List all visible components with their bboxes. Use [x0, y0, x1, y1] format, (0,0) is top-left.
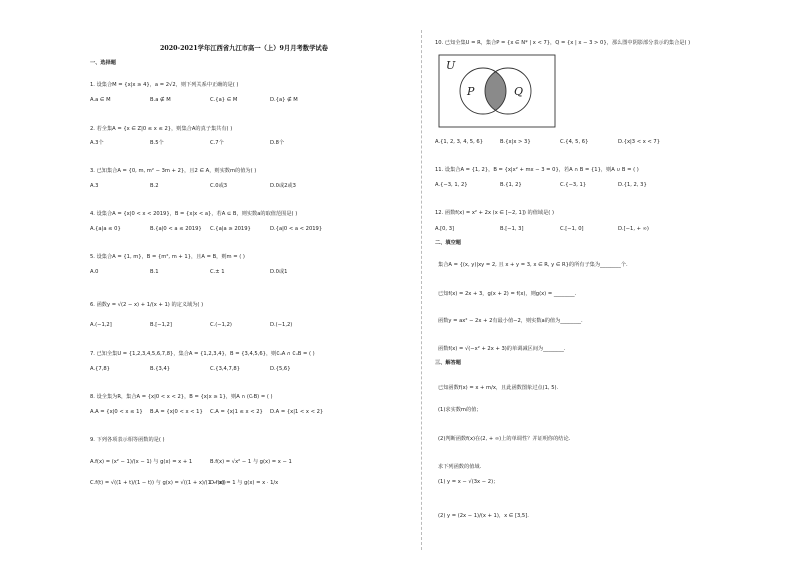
solution-1-part-2: (2)判断函数f(x)在(2, + ∞)上的单调性？并证明你的结论.	[438, 436, 571, 442]
q12-stem: 12. 函数f(x) = x² + 2x (x ∈ [−2, 1]) 的值域是( )	[435, 210, 554, 216]
q7-option-c: C.{3,4,7,8}	[210, 366, 241, 372]
q12-option-c: C.[−1, 0]	[560, 226, 584, 232]
q3-option-b: B.2	[150, 183, 159, 189]
q1-option-b: B.a ∉ M	[150, 97, 171, 103]
q1-option-c: C.{a} ∈ M	[210, 97, 238, 103]
q10-option-a: A.{1, 2, 3, 4, 5, 6}	[435, 139, 483, 145]
q12-option-d: D.[−1, + ∞)	[618, 226, 649, 232]
q8-option-d: D.A = {x|1 < x < 2}	[270, 409, 324, 415]
q11-option-a: A.{−3, 1, 2}	[435, 182, 468, 188]
q1-stem: 1. 设集合M = {x|x ≥ 4}，a = 2√2，则下列关系中正确的是( )	[90, 82, 239, 88]
q4-option-d: D.{a|0 < a < 2019}	[270, 226, 323, 232]
q1-option-d: D.{a} ∉ M	[270, 97, 298, 103]
q6-option-d: D.(−1,2)	[270, 322, 293, 328]
column-divider	[421, 30, 422, 550]
q3-stem: 3. 已知集合A = {0, m, m² − 3m + 2}，且2 ∈ A，则实数m的值为( )	[90, 168, 257, 174]
q10-option-c: C.{4, 5, 6}	[560, 139, 589, 145]
q6-option-a: A.(−1,2]	[90, 322, 112, 328]
q11-stem: 11. 设集合A = {1, 2}，B = {x|x² + mx − 3 = 0}，若A ∩ B = {1}，则A ∪ B = ( )	[435, 167, 639, 173]
q4-option-a: A.{a|a ≤ 0}	[90, 226, 121, 232]
solution-1-stem: 已知函数f(x) = x + m/x，且此函数图象过点(1, 5).	[438, 385, 559, 391]
q2-option-d: D.8个	[270, 140, 285, 146]
q5-option-d: D.0或1	[270, 269, 288, 275]
q5-stem: 5. 设集合A = {1, m}，B = {m², m + 1}，且A = B，则m = ( )	[90, 254, 245, 260]
venn-label-q: Q	[514, 85, 524, 98]
q4-option-c: C.{a|a ≥ 2019}	[210, 226, 251, 232]
solution-1-part-1: (1)求实数m的值；	[438, 407, 482, 413]
q2-stem: 2. 若全集A = {x ∈ Z|0 ≤ x ≤ 2}，则集合A的真子集共有( )	[90, 126, 233, 132]
q5-option-c: C.± 1	[210, 269, 225, 275]
section-fill-in: 二、填空题	[435, 240, 461, 246]
q2-option-b: B.5个	[150, 140, 164, 146]
q7-stem: 7. 已知全集U = {1,2,3,4,5,6,7,8}，集合A = {1,2,3,4}，B = {3,4,5,6}，则∁ᵤA ∩ ∁ᵤB = ( )	[90, 351, 315, 357]
solution-2-part-1: (1) y = x − √(3x − 2)；	[438, 479, 499, 485]
section-solutions: 三、解答题	[435, 360, 461, 366]
solution-2-stem: 求下列函数的值域.	[438, 464, 482, 470]
q9-stem: 9. 下列各项表示相等函数的是( )	[90, 437, 165, 443]
fill-question-16: 函数f(x) = √(−x² + 2x + 3)的单调减区间为________.	[438, 346, 566, 352]
q6-option-c: C.(−1,2)	[210, 322, 232, 328]
q11-option-d: D.{1, 2, 3}	[618, 182, 647, 188]
q2-option-a: A.3个	[90, 140, 104, 146]
q8-option-c: C.A = {x|1 ≤ x < 2}	[210, 409, 263, 415]
q8-stem: 8. 设全集为R，集合A = {x|0 < x < 2}，B = {x|x ≥ 1}，则A ∩ (∁ᵣB) = ( )	[90, 394, 273, 400]
q11-option-b: B.{1, 2}	[500, 182, 522, 188]
q10-option-d: D.{x|3 < x < 7}	[618, 139, 661, 145]
q9-option-d: D.f(x) = 1 与 g(x) = x · 1/x	[210, 480, 279, 486]
exam-title: 2020-2021学年江西省九江市高一（上）9月月考数学试卷	[160, 45, 328, 52]
venn-label-u: U	[446, 59, 456, 72]
q12-option-a: A.[0, 3]	[435, 226, 455, 232]
q9-option-a: A.f(x) = (x² − 1)/(x − 1) 与 g(x) = x + 1	[90, 459, 193, 465]
q11-option-c: C.{−3, 1}	[560, 182, 587, 188]
q10-stem: 10. 已知全集U = R，集合P = {x ∈ N* | x < 7}，Q = {x | x − 3 > 0}，那么图中阴影部分表示的集合是( )	[435, 40, 691, 46]
q3-option-d: D.0或2或3	[270, 183, 296, 189]
q12-option-b: B.[−1, 3]	[500, 226, 524, 232]
q7-option-a: A.{7,8}	[90, 366, 110, 372]
q8-option-a: A.A = {x|0 < x ≤ 1}	[90, 409, 143, 415]
q6-stem: 6. 函数y = √(2 − x) + 1/(x + 1) 的定义域为( )	[90, 302, 204, 308]
venn-diagram	[438, 54, 556, 128]
q9-option-c: C.f(t) = √((1 + t)/(1 − t)) 与 g(x) = √((1 + x)/(1 − x))	[90, 480, 226, 486]
q3-option-a: A.3	[90, 183, 99, 189]
solution-2-part-2: (2) y = (2x − 1)/(x + 1)，x ∈ [3,5].	[438, 513, 529, 519]
fill-question-14: 已知f(x) = 2x + 3，g(x + 2) = f(x)，则g(x) = ________.	[438, 291, 577, 297]
q3-option-c: C.0或3	[210, 183, 228, 189]
fill-question-13: 集合A = {(x, y)|xy = 2, 且 x + y = 3, x ∈ R, y ∈ R}的所有子集为________个.	[438, 262, 628, 268]
q4-option-b: B.{a|0 < a ≤ 2019}	[150, 226, 202, 232]
q8-option-b: B.A = {x|0 < x < 1}	[150, 409, 203, 415]
q7-option-b: B.{3,4}	[150, 366, 171, 372]
q10-option-b: B.{x|x > 3}	[500, 139, 531, 145]
q7-option-d: D.{5,6}	[270, 366, 291, 372]
q2-option-c: C.7个	[210, 140, 224, 146]
q9-option-b: B.f(x) = √x² − 1 与 g(x) = x − 1	[210, 459, 292, 465]
q4-stem: 4. 设集合A = {x|0 < x < 2019}，B = {x|x < a}，若A ⊆ B，则实数a的取值范围是( )	[90, 211, 298, 217]
q6-option-b: B.[−1,2]	[150, 322, 172, 328]
q5-option-a: A.0	[90, 269, 99, 275]
fill-question-15: 函数y = ax² − 2x + 2有最小值−2，则实数a的值为________.	[438, 318, 583, 324]
venn-label-p: P	[467, 85, 475, 98]
q5-option-b: B.1	[150, 269, 159, 275]
section-multiple-choice: 一、选择题	[90, 60, 116, 66]
q1-option-a: A.a ∈ M	[90, 97, 111, 103]
